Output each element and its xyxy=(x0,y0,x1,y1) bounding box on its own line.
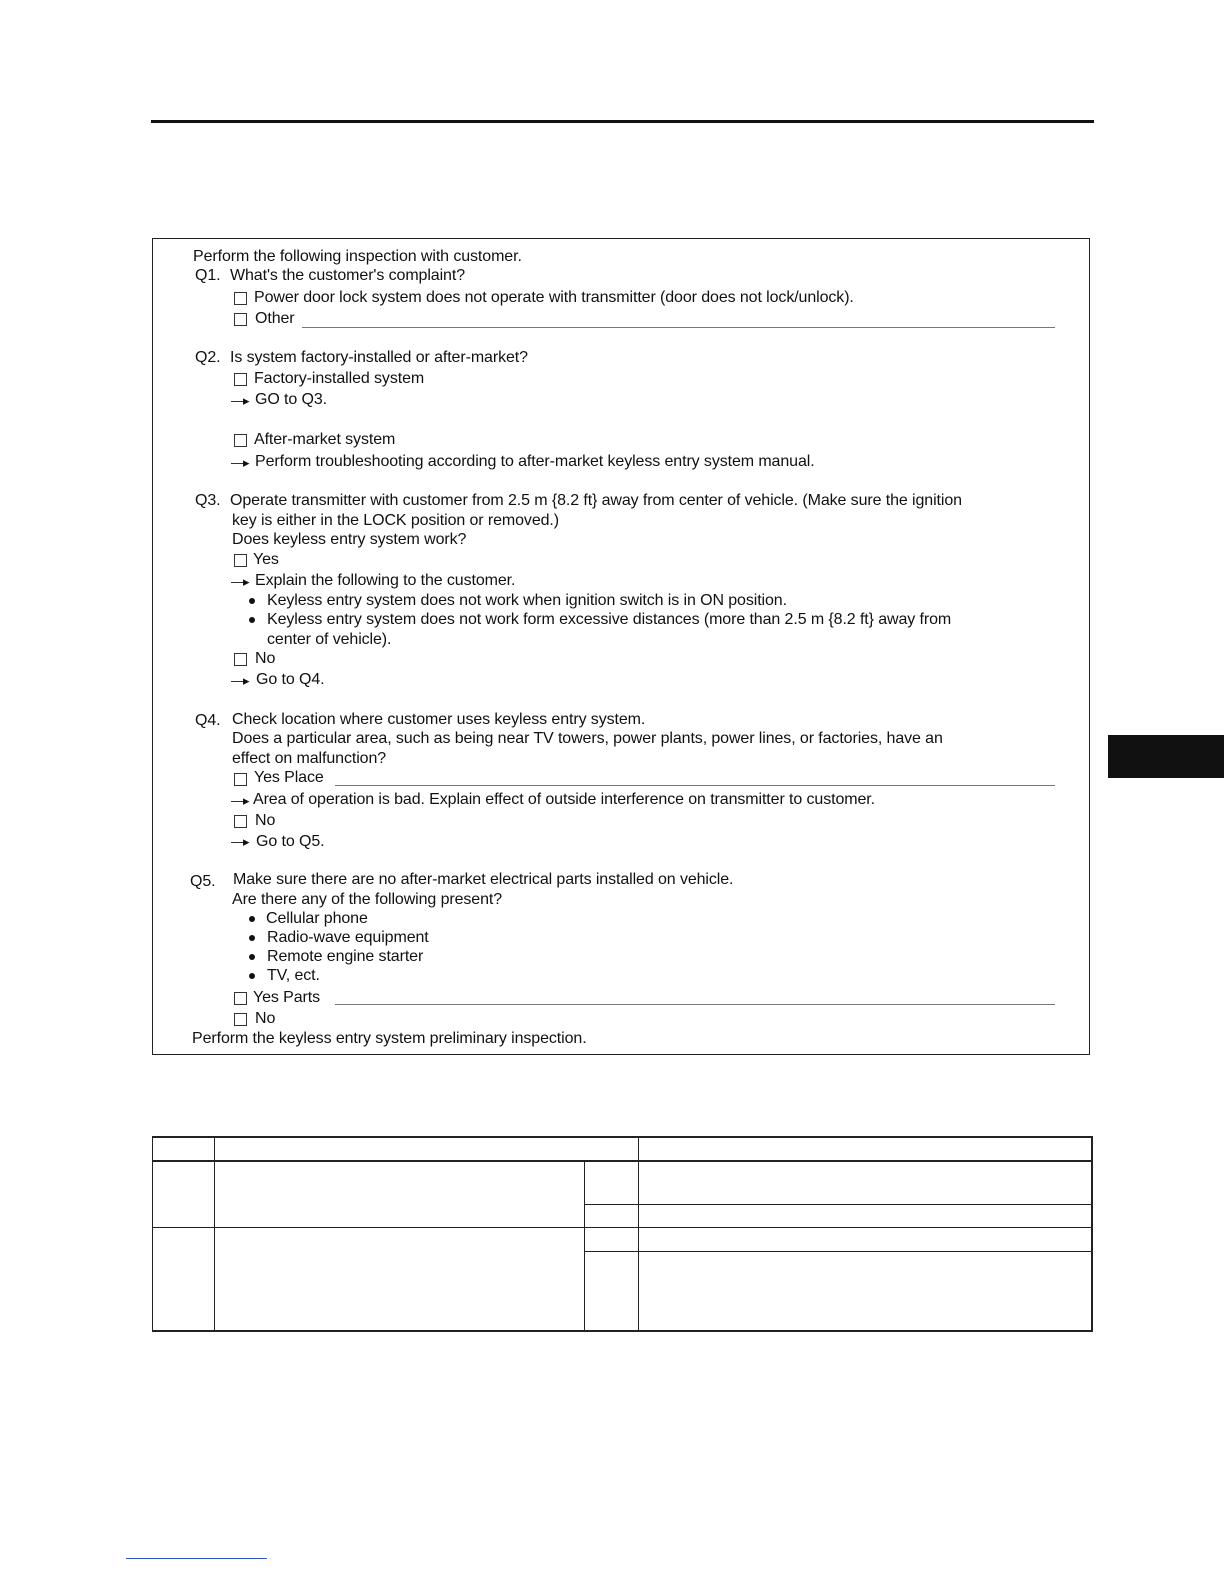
q5-item: TV, ect. xyxy=(267,967,320,984)
table-row-rule xyxy=(152,1227,1093,1228)
table-border-top xyxy=(152,1136,1093,1138)
q5-item: Cellular phone xyxy=(266,910,368,927)
q2-opt2-checkbox[interactable] xyxy=(234,434,247,447)
arrow-icon: —▸ xyxy=(231,393,249,408)
q2-opt1-label: Factory-installed system xyxy=(254,370,425,387)
outro-text: Perform the keyless entry system preliminary inspection. xyxy=(192,1030,587,1047)
table-col-rule xyxy=(584,1160,585,1332)
q3-line2: key is either in the LOCK position or removed.) xyxy=(232,512,560,529)
q1-opt2-label: Other xyxy=(255,310,295,327)
q2-number: Q2. xyxy=(195,349,221,366)
bullet-icon xyxy=(249,935,255,941)
q5-line1: Make sure there are no after-market electrical parts installed on vehicle. xyxy=(233,871,734,888)
q1-number: Q1. xyxy=(195,267,221,284)
q2-opt1-result: GO to Q3. xyxy=(255,391,328,408)
q3-bullet2b: center of vehicle). xyxy=(267,631,392,648)
table-border-bottom xyxy=(152,1330,1093,1332)
bullet-icon xyxy=(249,598,255,604)
q2-opt1-checkbox[interactable] xyxy=(234,373,247,386)
arrow-icon: —▸ xyxy=(231,574,249,589)
q5-number: Q5. xyxy=(190,873,216,890)
q4-no-checkbox[interactable] xyxy=(234,815,247,828)
q4-line1: Check location where customer uses keyless entry system. xyxy=(232,711,646,728)
q4-yes-checkbox[interactable] xyxy=(234,773,247,786)
q3-line3: Does keyless entry system work? xyxy=(232,531,467,548)
table-col-rule xyxy=(638,1136,639,1332)
table-border-right xyxy=(1091,1136,1093,1332)
q1-opt1-checkbox[interactable] xyxy=(234,292,247,305)
bullet-icon xyxy=(249,954,255,960)
q4-line3: effect on malfunction? xyxy=(232,750,387,767)
q5-item: Remote engine starter xyxy=(267,948,424,965)
bullet-icon xyxy=(249,617,255,623)
q2-opt2-result: Perform troubleshooting according to after-market keyless entry system manual. xyxy=(255,453,815,470)
q4-place-line[interactable] xyxy=(335,785,1055,786)
q3-yes-checkbox[interactable] xyxy=(234,554,247,567)
q3-line1: Operate transmitter with customer from 2.5 m {8.2 ft} away from center of vehicle. (Make sure the ignition xyxy=(230,492,962,509)
q3-bullet2a: Keyless entry system does not work form excessive distances (more than 2.5 m {8.2 ft} away from xyxy=(267,611,952,628)
q2-opt2-label: After-market system xyxy=(254,431,396,448)
section-tab xyxy=(1108,735,1224,778)
table-subrow-rule xyxy=(584,1251,1093,1252)
q1-opt2-checkbox[interactable] xyxy=(234,313,247,326)
q1-other-line[interactable] xyxy=(302,327,1055,328)
q3-yes-label: Yes xyxy=(253,551,279,568)
q5-item: Radio-wave equipment xyxy=(267,929,429,946)
intro-text: Perform the following inspection with customer. xyxy=(193,248,522,265)
q4-line2: Does a particular area, such as being near TV towers, power plants, power lines, or factories, have an xyxy=(232,730,943,747)
q5-parts-line[interactable] xyxy=(335,1004,1055,1005)
q4-yes-label: Yes Place xyxy=(254,769,324,786)
inspection-questionnaire xyxy=(152,238,1090,1055)
table-header-rule xyxy=(152,1160,1093,1162)
q5-no-checkbox[interactable] xyxy=(234,1013,247,1026)
arrow-icon: —▸ xyxy=(231,834,249,849)
footer-link-underline xyxy=(126,1558,267,1559)
q3-no-checkbox[interactable] xyxy=(234,653,247,666)
q3-no-result: Go to Q4. xyxy=(256,671,325,688)
header-rule xyxy=(151,120,1094,123)
q4-no-result: Go to Q5. xyxy=(256,833,325,850)
q5-yes-checkbox[interactable] xyxy=(234,992,247,1005)
q4-number: Q4. xyxy=(195,712,221,729)
q4-yes-result: Area of operation is bad. Explain effect of outside interference on transmitter to customer. xyxy=(253,791,875,808)
q3-yes-result: Explain the following to the customer. xyxy=(255,572,516,589)
arrow-icon: —▸ xyxy=(231,793,249,808)
diagnosis-table xyxy=(152,1136,1093,1332)
q4-no-label: No xyxy=(255,812,276,829)
table-border-left xyxy=(152,1136,153,1332)
arrow-icon: —▸ xyxy=(231,455,249,470)
q3-bullet1: Keyless entry system does not work when ignition switch is in ON position. xyxy=(267,592,787,609)
q5-yes-label: Yes Parts xyxy=(253,989,320,1006)
bullet-icon xyxy=(249,973,255,979)
q3-number: Q3. xyxy=(195,492,221,509)
q5-no-label: No xyxy=(255,1010,276,1027)
q2-question: Is system factory-installed or after-market? xyxy=(230,349,528,366)
table-subrow-rule xyxy=(584,1204,1093,1205)
table-col-rule xyxy=(214,1136,215,1332)
q5-line2: Are there any of the following present? xyxy=(232,891,503,908)
q1-opt1-label: Power door lock system does not operate with transmitter (door does not lock/unlock). xyxy=(254,289,854,306)
arrow-icon: —▸ xyxy=(231,673,249,688)
bullet-icon xyxy=(249,916,255,922)
q3-no-label: No xyxy=(255,650,276,667)
q1-question: What's the customer's complaint? xyxy=(230,267,466,284)
